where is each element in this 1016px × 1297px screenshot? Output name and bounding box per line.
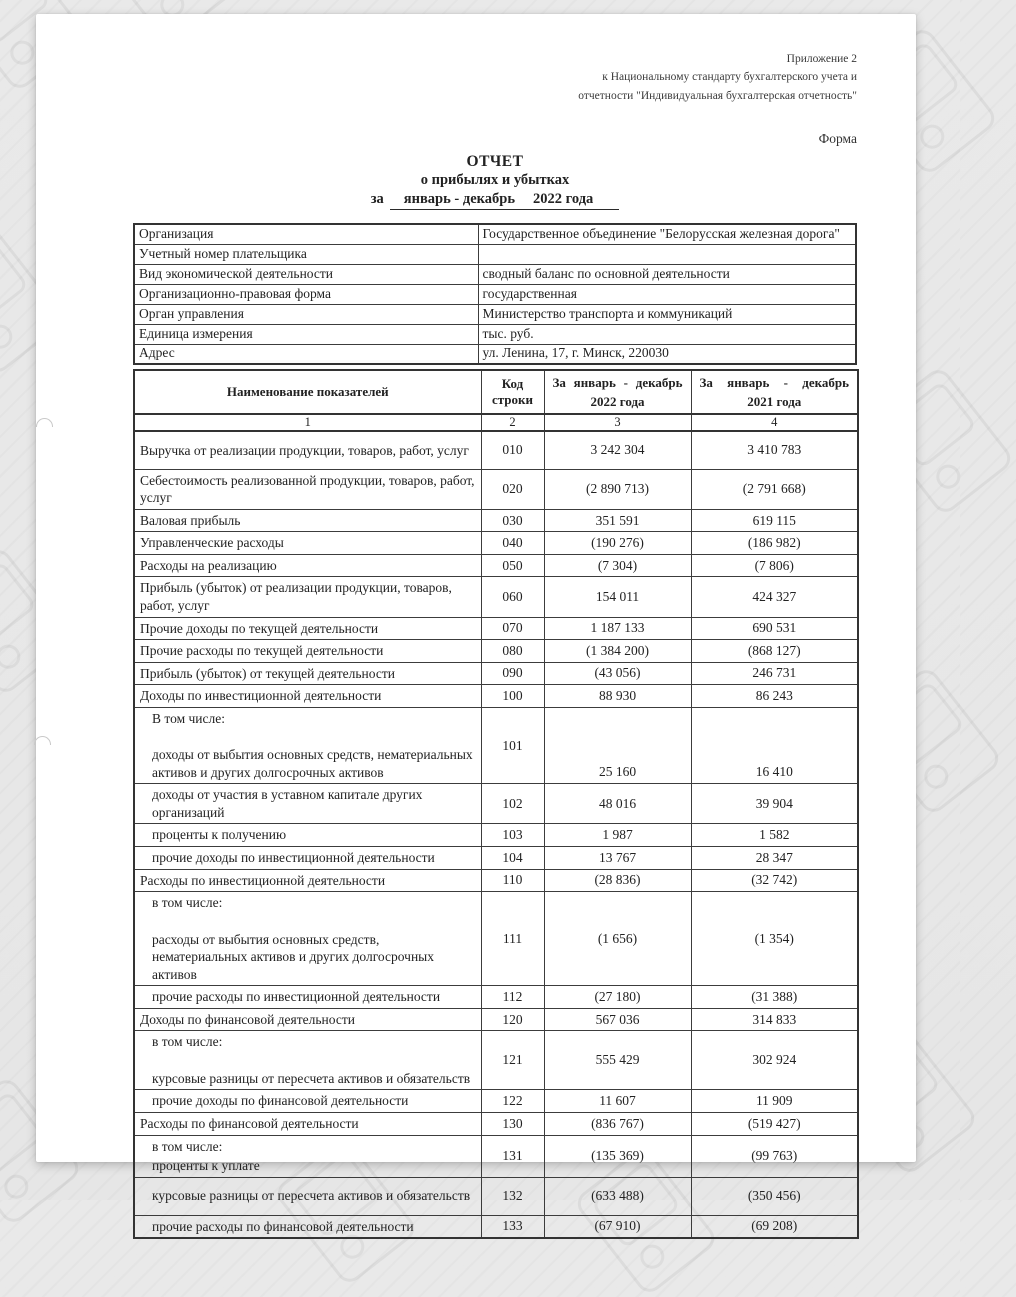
report-row-030 (134, 509, 858, 532)
spacer (152, 914, 476, 931)
row-code: 110 (481, 869, 544, 892)
row-code: 112 (481, 986, 544, 1009)
report-row-104 (134, 846, 858, 869)
info-label: Орган управления (134, 304, 478, 324)
indicator-name-cell (134, 869, 481, 892)
row-code: 020 (481, 469, 544, 509)
info-row (134, 284, 856, 304)
value-2022: (28 836) (544, 869, 691, 892)
value-2021: (7 806) (691, 554, 858, 577)
report-row-040 (134, 532, 858, 555)
value-2022: 25 160 (544, 707, 691, 784)
info-row (134, 304, 856, 324)
report-table-body (134, 431, 858, 1238)
indicator-name: расходы от выбытия основных средств, нематериальных активов и других долгосрочных активов (152, 931, 434, 982)
info-row (134, 244, 856, 264)
indicator-name: прочие расходы по финансовой деятельности (152, 1218, 414, 1234)
row-code: 090 (481, 662, 544, 685)
indicator-name: Управленческие расходы (140, 535, 284, 551)
value-2022: (67 910) (544, 1215, 691, 1238)
group-header: в том числе: (152, 1034, 223, 1050)
value-2021: (99 763) (691, 1135, 858, 1177)
report-title-line2: о прибылях и убытках (420, 172, 570, 189)
report-row-130 (134, 1112, 858, 1135)
spacer (152, 1053, 476, 1070)
scan-artifact-arc (36, 418, 53, 427)
indicator-name-cell (134, 1008, 481, 1031)
indicator-name-cell (134, 784, 481, 824)
value-2022: 1 187 133 (544, 617, 691, 640)
report-row-103 (134, 824, 858, 847)
report-period (133, 191, 857, 210)
value-2022: (836 767) (544, 1112, 691, 1135)
indicator-name-cell (134, 824, 481, 847)
appendix-line: Приложение 2 (786, 53, 857, 65)
indicator-name: прочие расходы по инвестиционной деятельности (152, 989, 441, 1005)
report-row-102 (134, 784, 858, 824)
value-2022: (1 384 200) (544, 640, 691, 663)
indicator-name-cell (134, 1112, 481, 1135)
header-period-2021: За январь - декабрь 2021 года (691, 370, 858, 414)
indicator-name-cell (134, 431, 481, 469)
value-2022: (633 488) (544, 1177, 691, 1215)
value-2021: (519 427) (691, 1112, 858, 1135)
row-code: 030 (481, 509, 544, 532)
value-2021: (69 208) (691, 1215, 858, 1238)
appendix-line: отчетности "Индивидуальная бухгалтерская отчетность" (578, 89, 857, 102)
info-value: сводный баланс по основной деятельности (478, 264, 856, 284)
value-2021: (32 742) (691, 869, 858, 892)
value-2021: 424 327 (691, 577, 858, 617)
value-2021: 1 582 (691, 824, 858, 847)
indicator-name: проценты к получению (152, 827, 287, 843)
row-code: 104 (481, 846, 544, 869)
indicator-name-cell (134, 1215, 481, 1238)
indicator-name: проценты к уплате (152, 1158, 260, 1174)
row-code: 130 (481, 1112, 544, 1135)
row-code: 102 (481, 784, 544, 824)
info-value (478, 244, 856, 264)
column-number: 2 (481, 414, 544, 431)
value-2021: (31 388) (691, 986, 858, 1009)
value-2021: 690 531 (691, 617, 858, 640)
info-table-body (134, 224, 856, 364)
indicator-name-cell (134, 685, 481, 708)
value-2022: (190 276) (544, 532, 691, 555)
value-2021: (186 982) (691, 532, 858, 555)
row-code: 010 (481, 431, 544, 469)
report-row-100 (134, 685, 858, 708)
indicator-name-cell (134, 509, 481, 532)
row-code: 040 (481, 532, 544, 555)
row-code: 100 (481, 685, 544, 708)
report-row-112 (134, 986, 858, 1009)
value-2021: 302 924 (691, 1031, 858, 1090)
organization-info-table (133, 223, 857, 365)
value-2022: 13 767 (544, 846, 691, 869)
report-row-121 (134, 1031, 858, 1090)
row-code: 060 (481, 577, 544, 617)
info-label: Единица измерения (134, 324, 478, 344)
report-title-line1: ОТЧЕТ (466, 153, 524, 171)
value-2022: (2 890 713) (544, 469, 691, 509)
indicator-name: прочие доходы по инвестиционной деятельности (152, 849, 435, 865)
value-2021: 16 410 (691, 707, 858, 784)
row-code: 132 (481, 1177, 544, 1215)
info-value: Министерство транспорта и коммуникаций (478, 304, 856, 324)
appendix-note (133, 50, 857, 105)
value-2022: 1 987 (544, 824, 691, 847)
report-row-020 (134, 469, 858, 509)
value-2021: 3 410 783 (691, 431, 858, 469)
row-code: 050 (481, 554, 544, 577)
value-2022: 351 591 (544, 509, 691, 532)
indicator-name: курсовые разницы от пересчета активов и обязательств (152, 1188, 471, 1204)
info-label: Организационно-правовая форма (134, 284, 478, 304)
indicator-name-cell (134, 554, 481, 577)
indicator-name-cell (134, 892, 481, 986)
report-row-080 (134, 640, 858, 663)
indicator-name: Себестоимость реализованной продукции, товаров, работ, услуг (140, 472, 475, 506)
value-2022: 11 607 (544, 1090, 691, 1113)
indicator-name: прочие доходы по финансовой деятельности (152, 1093, 409, 1109)
group-header: В том числе: (152, 710, 225, 726)
info-row (134, 344, 856, 364)
indicator-name: Расходы по инвестиционной деятельности (140, 872, 386, 888)
value-2021: 86 243 (691, 685, 858, 708)
value-2022: (135 369) (544, 1135, 691, 1177)
row-code: 101 (481, 707, 544, 784)
spacer (152, 729, 476, 746)
indicator-name: Расходы на реализацию (140, 557, 277, 573)
report-row-050 (134, 554, 858, 577)
indicator-name-cell (134, 532, 481, 555)
indicator-name-cell (134, 640, 481, 663)
value-2021: 314 833 (691, 1008, 858, 1031)
row-code: 131 (481, 1135, 544, 1177)
header-period-2022: За январь - декабрь 2022 года (544, 370, 691, 414)
info-value: тыс. руб. (478, 324, 856, 344)
indicator-name: Валовая прибыль (140, 512, 241, 528)
group-header: в том числе: (152, 895, 223, 911)
row-code: 070 (481, 617, 544, 640)
row-code: 120 (481, 1008, 544, 1031)
report-row-090 (134, 662, 858, 685)
info-label: Организация (134, 224, 478, 244)
group-header: в том числе: (152, 1138, 223, 1154)
indicator-name: Выручка от реализации продукции, товаров, работ, услуг (140, 442, 469, 458)
indicator-name-cell (134, 1135, 481, 1177)
appendix-line: к Национальному стандарту бухгалтерского учета и (602, 71, 857, 84)
indicator-name: Доходы по финансовой деятельности (140, 1011, 355, 1027)
scan-artifact-arc (34, 736, 51, 745)
indicator-name: Доходы по инвестиционной деятельности (140, 688, 382, 704)
info-value: ул. Ленина, 17, г. Минск, 220030 (478, 344, 856, 364)
value-2021: (350 456) (691, 1177, 858, 1215)
report-row-110 (134, 869, 858, 892)
indicator-name-cell (134, 617, 481, 640)
row-code: 133 (481, 1215, 544, 1238)
report-table-head (134, 370, 858, 431)
header-indicator-name: Наименование показателей (134, 370, 481, 414)
indicator-name-cell (134, 846, 481, 869)
value-2022: 154 011 (544, 577, 691, 617)
value-2022: (1 656) (544, 892, 691, 986)
value-2022: (43 056) (544, 662, 691, 685)
report-title (133, 153, 857, 210)
profit-loss-table (133, 369, 859, 1239)
value-2021: 246 731 (691, 662, 858, 685)
report-row-070 (134, 617, 858, 640)
report-row-101 (134, 707, 858, 784)
value-2021: 28 347 (691, 846, 858, 869)
indicator-name: Прочие доходы по текущей деятельности (140, 620, 379, 636)
value-2021: (1 354) (691, 892, 858, 986)
info-value: государственная (478, 284, 856, 304)
indicator-name: Прибыль (убыток) от реализации продукции, товаров, работ, услуг (140, 580, 452, 613)
form-label: Форма (818, 131, 857, 147)
report-row-131 (134, 1135, 858, 1177)
indicator-name-cell (134, 577, 481, 617)
value-2022: 555 429 (544, 1031, 691, 1090)
info-label: Адрес (134, 344, 478, 364)
column-number: 1 (134, 414, 481, 431)
value-2022: 567 036 (544, 1008, 691, 1031)
info-row (134, 224, 856, 244)
column-number: 4 (691, 414, 858, 431)
report-row-132 (134, 1177, 858, 1215)
info-row (134, 264, 856, 284)
value-2022: 48 016 (544, 784, 691, 824)
info-row (134, 324, 856, 344)
indicator-name-cell (134, 662, 481, 685)
info-label: Учетный номер плательщика (134, 244, 478, 264)
row-code: 080 (481, 640, 544, 663)
value-2022: 3 242 304 (544, 431, 691, 469)
report-period-year: 2022 года (533, 191, 594, 208)
value-2021: 11 909 (691, 1090, 858, 1113)
indicator-name-cell (134, 1090, 481, 1113)
report-row-111 (134, 892, 858, 986)
value-2022: (7 304) (544, 554, 691, 577)
report-period-range: январь - декабрь (403, 191, 516, 208)
row-code: 121 (481, 1031, 544, 1090)
header-row-code: Код строки (481, 370, 544, 414)
value-2022: (27 180) (544, 986, 691, 1009)
report-period-prefix: за (370, 191, 384, 208)
scanned-document-page (36, 14, 916, 1234)
indicator-name: Расходы по финансовой деятельности (140, 1115, 359, 1131)
value-2021: (868 127) (691, 640, 858, 663)
column-number-row (134, 414, 858, 431)
info-value: Государственное объединение "Белорусская железная дорога" (478, 224, 856, 244)
indicator-name: Прибыль (убыток) от текущей деятельности (140, 665, 395, 681)
value-2021: 619 115 (691, 509, 858, 532)
indicator-name-cell (134, 707, 481, 784)
value-2021: 39 904 (691, 784, 858, 824)
indicator-name-cell (134, 986, 481, 1009)
value-2022: 88 930 (544, 685, 691, 708)
report-row-122 (134, 1090, 858, 1113)
report-row-133 (134, 1215, 858, 1238)
row-code: 111 (481, 892, 544, 986)
indicator-name-cell (134, 469, 481, 509)
row-code: 103 (481, 824, 544, 847)
row-code: 122 (481, 1090, 544, 1113)
report-row-120 (134, 1008, 858, 1031)
column-number: 3 (544, 414, 691, 431)
value-2021: (2 791 668) (691, 469, 858, 509)
indicator-name: доходы от выбытия основных средств, нематериальных активов и других долгосрочных активов (152, 747, 473, 780)
indicator-name: доходы от участия в уставном капитале других организаций (152, 787, 423, 820)
report-row-060 (134, 577, 858, 617)
indicator-name: Прочие расходы по текущей деятельности (140, 643, 384, 659)
indicator-name: курсовые разницы от пересчета активов и обязательств (152, 1070, 471, 1086)
indicator-name-cell (134, 1031, 481, 1090)
report-row-010 (134, 431, 858, 469)
info-label: Вид экономической деятельности (134, 264, 478, 284)
indicator-name-cell (134, 1177, 481, 1215)
